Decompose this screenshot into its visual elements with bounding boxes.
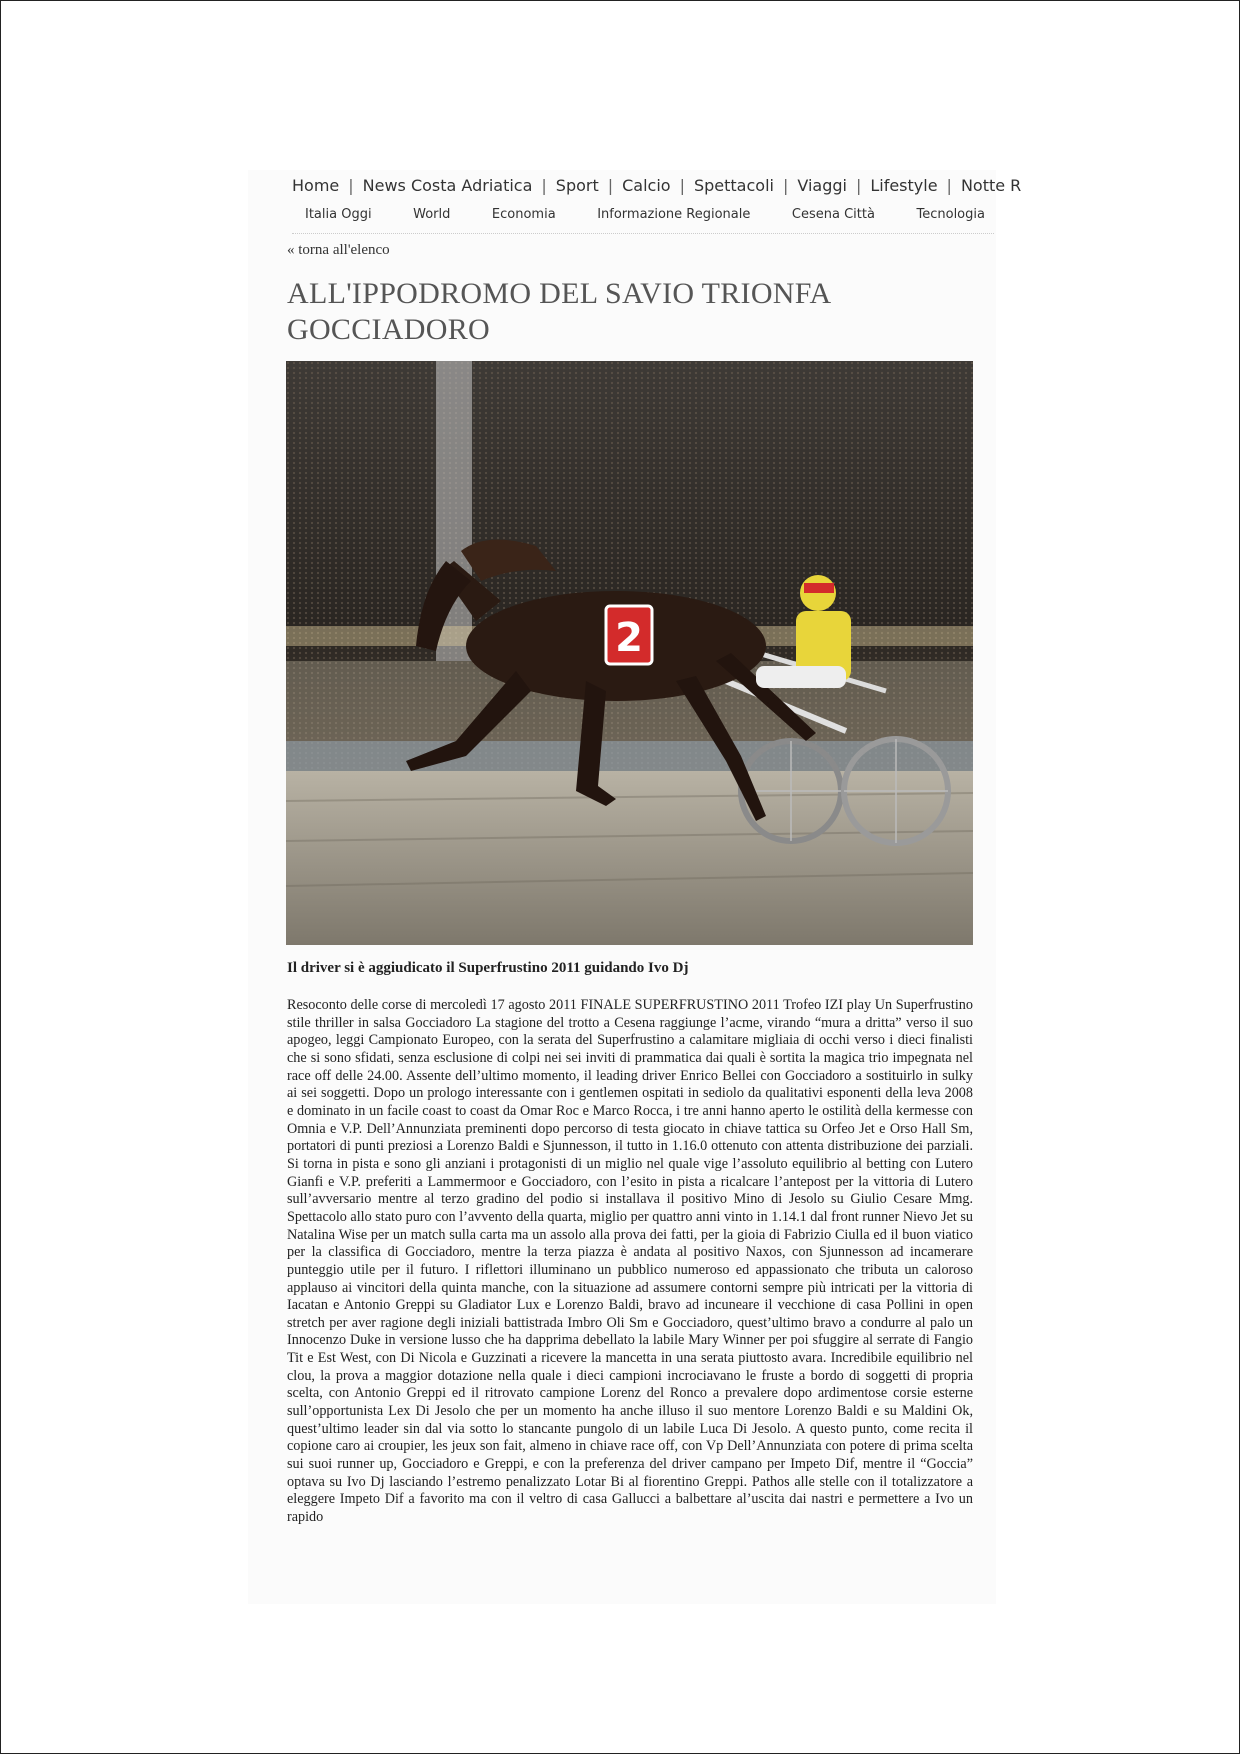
nav-item-home[interactable]: Home bbox=[292, 176, 340, 195]
nav-item-calcio[interactable]: Calcio bbox=[622, 176, 671, 195]
nav-item-viaggi[interactable]: Viaggi bbox=[797, 176, 847, 195]
subnav-item-tecnologia[interactable]: Tecnologia bbox=[916, 207, 985, 222]
article-subtitle: Il driver si è aggiudicato il Superfrustino 2011 guidando Ivo Dj bbox=[287, 960, 689, 976]
nav-item-spettacoli[interactable]: Spettacoli bbox=[693, 176, 774, 195]
subnav-item-cesena-citta[interactable]: Cesena Città bbox=[791, 207, 875, 222]
nav-divider bbox=[292, 233, 994, 234]
back-to-list-link[interactable]: « torna all'elenco bbox=[287, 242, 390, 258]
subnav-item-world[interactable]: World bbox=[413, 207, 451, 222]
subnav-item-informazione-regionale[interactable]: Informazione Regionale bbox=[597, 207, 751, 222]
nav-separator: | bbox=[348, 176, 354, 195]
subnav-item-economia[interactable]: Economia bbox=[491, 207, 556, 222]
main-navigation bbox=[292, 176, 1022, 202]
sub-navigation bbox=[305, 207, 985, 227]
subnav-item-italia-oggi[interactable]: Italia Oggi bbox=[305, 207, 372, 222]
article-photo bbox=[286, 361, 973, 945]
nav-item-sport[interactable]: Sport bbox=[555, 176, 599, 195]
nav-separator: | bbox=[607, 176, 614, 195]
nav-separator: | bbox=[541, 176, 547, 195]
saddle-number: 2 bbox=[615, 615, 643, 661]
nav-item-notte[interactable]: Notte R bbox=[960, 176, 1022, 195]
nav-item-news-costa-adriatica[interactable]: News Costa Adriatica bbox=[362, 176, 533, 195]
article-body: Resoconto delle corse di mercoledì 17 agosto 2011 FINALE SUPERFRUSTINO 2011 Trofeo IZI play Un Superfrustino stile thriller in salsa Gocciadoro La stagione del trotto a Cesena raggiunge l’acme, virando “mura a dritta” verso il suo apogeo, leggi Campionato Europeo, con la serata del Superfrustino a calamitare migliaia di occhi verso i dieci finalisti che si sono sfidati, senza esclusione di colpi nei sei inviti di prammatica dai quali è sortita la magica trio impegnata nel race off delle 24.00. Assente dell’ultimo momento, il leading driver Enrico Bellei con Gocciadoro a sostituirlo in sulky ai sei soggetti. Dopo un prologo interessante con i gentlemen ospitati in sediolo da qualitativi esponenti della leva 2008 e dominato in un facile coast to coast da Omar Roc e Marco Rocca, i tre anni hanno aperto le ostilità della kermesse con Omnia e V.P. Dell’Annunziata preminenti dopo percorso di testa giocato in chiave tattica su Orfeo Jet e Orso Hall Sm, portatori di punti preziosi a Lorenzo Baldi e Sjunnesson, il tutto in 1.16.0 ottenuto con attenta distribuzione dei parziali. Si torna in pista e sono gli anziani i protagonisti di un miglio nel quale vige l’assoluto equilibrio al betting con Lutero Gianfi e V.P. preferiti a Lammermoor e Gocciadoro, con l’esito in pista a ricalcare l’antepost per la vittoria di Lutero sull’avversario mentre al terzo gradino del podio si installava il positivo Mino di Jesolo su Giulio Cesare Mmg. Spettacolo allo stato puro con l’avvento della quarta, miglio per quattro anni vinto in 1.14.1 dal front runner Nievo Jet su Natalina Wise per un match sulla carta ma un assolo alla prova dei fatti, per la gioia di Fabrizio Ciulla ed il buon viatico per la classifica di Gocciadoro, mentre la terza piazza è andata al positivo Naxos, con Sjunnesson ad incamerare punteggio utile per il futuro. I riflettori illuminano un pubblico numeroso ed appassionato che tributa un caloroso applauso ai vincitori della quinta manche, con la situazione ad assumere contorni sempre più intricati per la vittoria di Iacatan e Antonio Greppi su Gladiator Lux e Lorenzo Baldi, bravo ad incuneare il vecchione di casa Pollini in open stretch per aver ragione degli iniziali battistrada Imbro Oli Sm e Gocciadoro, quest’ultimo bravo a condurre al palo un Innocenzo Duke in versione lusso che ha dapprima debellato la labile Mary Winner per poi sfuggire al serrate di Fangio Tit e Est West, con Di Nicola e Guzzinati a ricevere la mancetta in una serata piuttosto avara. Incredibile equilibrio nel clou, la prova a maggior dotazione nella quale i dieci campioni incrociavano le fruste a bordo di soggetti di propria scelta, con Antonio Greppi ed il ritrovato campione Lorenz del Ronco a prevalere dopo ardimentose corsie esterne sull’opportunista Lex Di Jesolo che per un momento ha anche illuso il suo mentore Lorenzo Baldi e su Maldini Ok, quest’ultimo leader sin dal via sotto lo stancante pungolo di un labile Luca Di Jesolo. A questo punto, come recita il copione caro ai croupier, les jeux son fait, almeno in chiave race off, con Vp Dell’Annunziata con potere di prima scelta sui suoi runner up, Gocciadoro e Greppi, e con la preferenza del driver campano per Impeto Dif, mentre il “Goccia” optava su Ivo Dj lasciando l’estremo penalizzato Lotar Bi al fiorentino Greppi. Pathos alle stelle con il totalizzatore a eleggere Impeto Dif a favorito ma con il veltro di casa Gallucci a balbettare al’uscita dai nastri e permettere a Ivo un rapido bbox=[287, 997, 973, 1526]
nav-separator: | bbox=[679, 176, 685, 195]
nav-separator: | bbox=[855, 176, 862, 195]
nav-separator: | bbox=[946, 176, 952, 195]
nav-separator: | bbox=[782, 176, 789, 195]
nav-item-lifestyle[interactable]: Lifestyle bbox=[870, 176, 938, 195]
article-title: ALL'IPPODROMO DEL SAVIO TRIONFA GOCCIADORO bbox=[287, 277, 830, 346]
